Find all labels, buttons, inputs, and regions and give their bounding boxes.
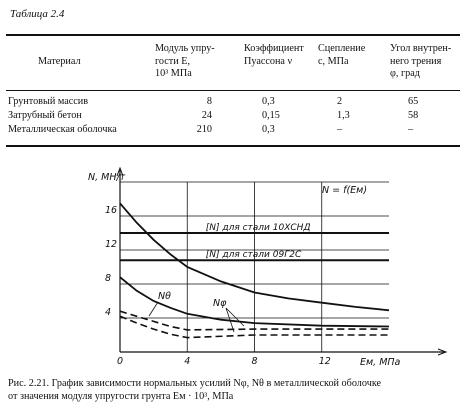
cell-friction: 65 <box>408 96 419 107</box>
cell-cohesion: 1,3 <box>337 110 350 121</box>
header-friction: Угол внутрен- него трения φ, град <box>390 43 452 79</box>
cell-material: Металлическая оболочка <box>8 124 117 135</box>
y-tick-label: 4 <box>105 307 112 318</box>
x-tick-label: 8 <box>251 356 258 367</box>
chart-labels <box>88 172 401 368</box>
limit-line-label: [N] для стали 10ХСНД <box>205 223 311 233</box>
cell-poisson: 0,15 <box>262 110 280 121</box>
table-row <box>0 110 467 124</box>
table-bottom-rule <box>6 145 460 147</box>
cell-friction: – <box>408 124 414 135</box>
table-title: Таблица 2.4 <box>10 8 65 20</box>
header-material: Материал <box>38 56 81 67</box>
formula-label: N = f(Eм) <box>322 185 368 196</box>
table-row <box>0 124 467 138</box>
y-tick-label: 8 <box>105 273 112 284</box>
force-modulus-chart <box>0 160 467 372</box>
y-tick-label: 16 <box>105 205 118 216</box>
cell-poisson: 0,3 <box>262 124 275 135</box>
cell-material: Грунтовый массив <box>8 96 89 107</box>
chart-axes <box>117 168 446 355</box>
y-axis-label: N, МН/т <box>88 172 126 183</box>
figure-caption: Рис. 2.21. График зависимости нормальных усилий Nφ, Nθ в металлической оболочке от значения модуля упругости грунта Eм · 10³, МПа <box>8 378 382 402</box>
n-theta-leader <box>149 302 158 316</box>
cell-modulus: 210 <box>196 124 212 135</box>
table-top-rule <box>6 34 460 36</box>
header-cohesion: Сцепление c, МПа <box>318 43 366 67</box>
x-tick-label: 4 <box>184 356 191 367</box>
table-header-rule <box>6 90 460 91</box>
cell-friction: 58 <box>408 110 419 121</box>
table-row <box>0 96 467 110</box>
n-theta-label: Nθ <box>158 291 171 302</box>
x-tick-label: 12 <box>318 356 331 367</box>
cell-poisson: 0,3 <box>262 96 275 107</box>
y-tick-label: 12 <box>105 239 118 250</box>
cell-cohesion: 2 <box>337 96 343 107</box>
n-phi-label: Nφ <box>213 298 227 309</box>
cell-modulus: 24 <box>201 110 212 121</box>
limit-line-label: [N] для стали 09Г2С <box>205 250 302 261</box>
cell-cohesion: – <box>337 124 343 135</box>
x-tick-label: 0 <box>117 356 124 367</box>
cell-modulus: 8 <box>206 96 212 107</box>
header-modulus: Модуль упру- гости E, 10³ МПа <box>155 43 215 79</box>
x-axis-label: Eм, МПа <box>360 357 401 368</box>
header-poisson: Коэффициент Пуассона ν <box>244 43 304 67</box>
cell-material: Затрубный бетон <box>8 110 82 121</box>
